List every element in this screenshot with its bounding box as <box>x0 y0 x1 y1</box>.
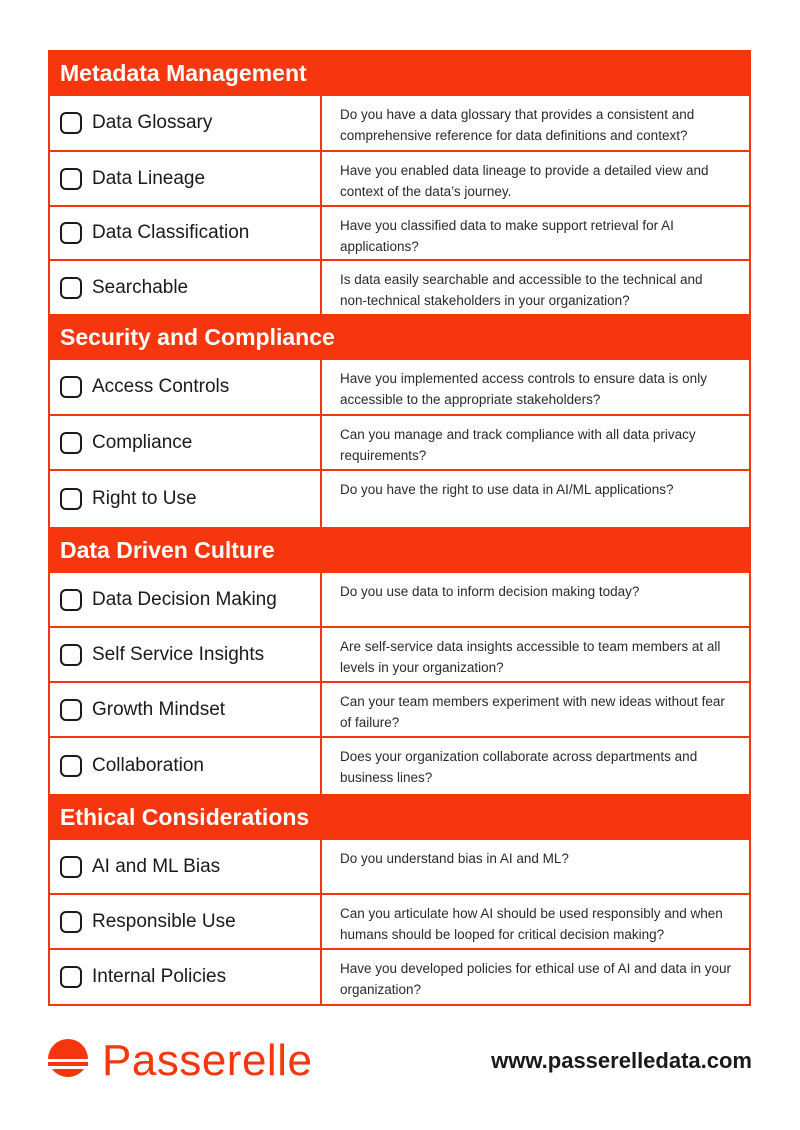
item-label: Data Lineage <box>92 167 206 189</box>
item-label: Right to Use <box>92 488 197 509</box>
checklist-row <box>48 628 751 683</box>
item-question: Have you enabled data lineage to provide a detailed view and context of the data’s journey. <box>340 163 709 199</box>
checkbox[interactable] <box>60 966 82 988</box>
checkbox[interactable] <box>60 755 82 777</box>
checklist-row <box>48 950 751 1006</box>
checklist-row <box>48 360 751 416</box>
item-label: Data Glossary <box>92 112 213 133</box>
item-question: Are self-service data insights accessible to team members at all levels in your organization? <box>340 639 721 675</box>
checklist-row <box>48 471 751 527</box>
item-label: Searchable <box>92 276 189 298</box>
checklist-row <box>48 738 751 794</box>
checklist-row <box>48 207 751 261</box>
checkbox[interactable] <box>60 222 82 244</box>
passerelle-logo-icon <box>46 1039 90 1083</box>
checkbox[interactable] <box>60 432 82 454</box>
item-label: Self Service Insights <box>92 643 265 665</box>
item-question: Can your team members experiment with new ideas without fear of failure? <box>340 694 725 730</box>
website-link[interactable]: www.passerelledata.com <box>491 1048 752 1073</box>
item-label: Data Decision Making <box>92 588 277 610</box>
checkbox[interactable] <box>60 112 82 134</box>
item-question: Is data easily searchable and accessible to the technical and non-technical stakeholders in your organization? <box>340 272 703 308</box>
checkbox[interactable] <box>60 856 82 878</box>
item-label: Responsible Use <box>92 910 236 932</box>
checklist-row <box>48 416 751 471</box>
item-question: Do you have a data glossary that provides a consistent and comprehensive reference for data definitions and context? <box>340 107 695 143</box>
checkbox[interactable] <box>60 911 82 933</box>
item-question: Can you articulate how AI should be used responsibly and when humans should be looped for critical decision making? <box>340 906 723 942</box>
footer <box>46 1036 752 1086</box>
section-header-security-and-compliance: Security and Compliance <box>48 314 751 360</box>
item-label: Data Classification <box>92 222 250 243</box>
section-header-data-driven-culture: Data Driven Culture <box>48 527 751 573</box>
brand <box>46 1036 312 1086</box>
checklist-row <box>48 96 751 152</box>
checklist-sheet <box>48 50 751 1006</box>
item-question: Have you classified data to make support retrieval for AI applications? <box>340 218 674 254</box>
item-question: Have you implemented access controls to ensure data is only accessible to the appropriate stakeholders? <box>340 371 707 407</box>
checklist-row <box>48 152 751 207</box>
item-label: Collaboration <box>92 755 204 776</box>
checklist-row <box>48 895 751 950</box>
item-question: Do you use data to inform decision making today? <box>340 584 640 599</box>
checkbox[interactable] <box>60 376 82 398</box>
brand-name: Passerelle <box>102 1036 313 1085</box>
checkbox[interactable] <box>60 589 82 611</box>
item-label: AI and ML Bias <box>92 855 221 877</box>
item-question: Have you developed policies for ethical use of AI and data in your organization? <box>340 961 731 997</box>
checkbox[interactable] <box>60 168 82 190</box>
item-question: Do you understand bias in AI and ML? <box>340 851 569 866</box>
item-question: Can you manage and track compliance with all data privacy requirements? <box>340 427 696 463</box>
checklist-row <box>48 261 751 314</box>
item-label: Internal Policies <box>92 966 227 987</box>
section-header-metadata-management: Metadata Management <box>48 50 751 96</box>
item-label: Growth Mindset <box>92 698 226 720</box>
item-question: Do you have the right to use data in AI/ML applications? <box>340 482 674 497</box>
item-question: Does your organization collaborate across departments and business lines? <box>340 749 698 785</box>
checkbox[interactable] <box>60 644 82 666</box>
checkbox[interactable] <box>60 699 82 721</box>
checklist-row <box>48 840 751 895</box>
checklist-row <box>48 683 751 738</box>
section-header-ethical-considerations: Ethical Considerations <box>48 794 751 840</box>
checklist-row <box>48 573 751 628</box>
checkbox[interactable] <box>60 277 82 299</box>
item-label: Compliance <box>92 431 193 453</box>
item-label: Access Controls <box>92 376 230 397</box>
checkbox[interactable] <box>60 488 82 510</box>
